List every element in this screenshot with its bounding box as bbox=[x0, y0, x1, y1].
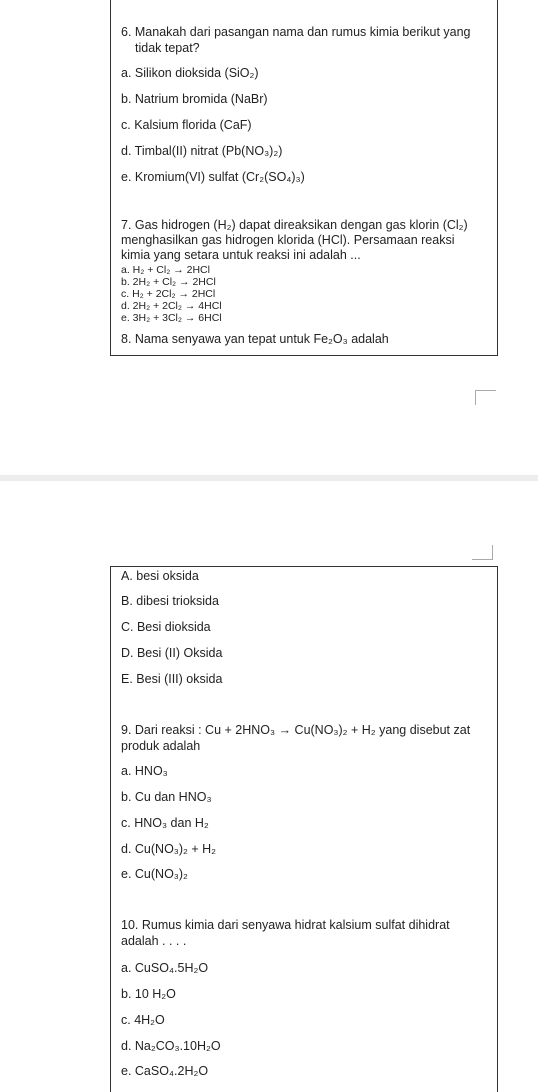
q9-option-a: a. HNO₃ bbox=[121, 764, 168, 778]
q6-option-d: d. Timbal(II) nitrat (Pb(NO₃)₂) bbox=[121, 144, 283, 158]
q8-option-e: E. Besi (III) oksida bbox=[121, 672, 223, 686]
question-8-text: 8. Nama senyawa yan tepat untuk Fe₂O₃ adalah bbox=[121, 332, 389, 346]
question-6-text-cont: tidak tepat? bbox=[135, 41, 200, 55]
question-9-text-cont: produk adalah bbox=[121, 739, 201, 753]
question-7-text-cont: menghasilkan gas hidrogen klorida (HCl). Persamaan reaksi bbox=[121, 233, 455, 247]
question-7-text-cont2: kimia yang setara untuk reaksi ini adalah ... bbox=[121, 248, 361, 262]
q6-option-b: b. Natrium bromida (NaBr) bbox=[121, 92, 268, 106]
question-page-top bbox=[110, 0, 498, 356]
q6-option-c: c. Kalsium florida (CaF) bbox=[121, 118, 252, 132]
q7-option-d: d. 2H₂ + 2Cl₂ → 4HCl bbox=[121, 300, 222, 312]
q10-option-e: e. CaSO₄.2H₂O bbox=[121, 1064, 209, 1078]
q10-option-a: a. CuSO₄.5H₂O bbox=[121, 961, 209, 975]
q7-option-a: a. H₂ + Cl₂ → 2HCl bbox=[121, 264, 210, 276]
page-corner-mark bbox=[475, 390, 496, 405]
page-corner-mark bbox=[472, 545, 493, 560]
question-6-text: 6. Manakah dari pasangan nama dan rumus kimia berikut yang bbox=[121, 25, 471, 39]
question-7-text: 7. Gas hidrogen (H₂) dapat direaksikan dengan gas klorin (Cl₂) bbox=[121, 218, 468, 232]
q9-option-e: e. Cu(NO₃)₂ bbox=[121, 867, 188, 881]
q10-option-d: d. Na₂CO₃.10H₂O bbox=[121, 1039, 221, 1053]
q7-option-b: b. 2H₂ + Cl₂ → 2HCl bbox=[121, 276, 216, 288]
question-9-text: 9. Dari reaksi : Cu + 2HNO₃ → Cu(NO₃)₂ + H₂ yang disebut zat bbox=[121, 723, 471, 737]
question-10-text: 10. Rumus kimia dari senyawa hidrat kalsium sulfat dihidrat bbox=[121, 918, 450, 932]
q8-option-a: A. besi oksida bbox=[121, 569, 199, 583]
q10-option-b: b. 10 H₂O bbox=[121, 987, 176, 1001]
q6-option-e: e. Kromium(VI) sulfat (Cr₂(SO₄)₃) bbox=[121, 170, 305, 184]
q9-option-c: c. HNO₃ dan H₂ bbox=[121, 816, 209, 830]
q8-option-b: B. dibesi trioksida bbox=[121, 594, 219, 608]
q10-option-c: c. 4H₂O bbox=[121, 1013, 165, 1027]
q9-option-b: b. Cu dan HNO₃ bbox=[121, 790, 212, 804]
q6-option-a: a. Silikon dioksida (SiO₂) bbox=[121, 66, 259, 80]
q8-option-c: C. Besi dioksida bbox=[121, 620, 211, 634]
q7-option-e: e. 3H₂ + 3Cl₂ → 6HCl bbox=[121, 312, 222, 324]
q9-option-d: d. Cu(NO₃)₂ + H₂ bbox=[121, 842, 217, 856]
q8-option-d: D. Besi (II) Oksida bbox=[121, 646, 223, 660]
question-10-text-cont: adalah . . . . bbox=[121, 934, 187, 948]
q7-option-c: c. H₂ + 2Cl₂ → 2HCl bbox=[121, 288, 216, 300]
question-page-bottom bbox=[110, 566, 498, 1092]
page-separator bbox=[0, 475, 538, 481]
